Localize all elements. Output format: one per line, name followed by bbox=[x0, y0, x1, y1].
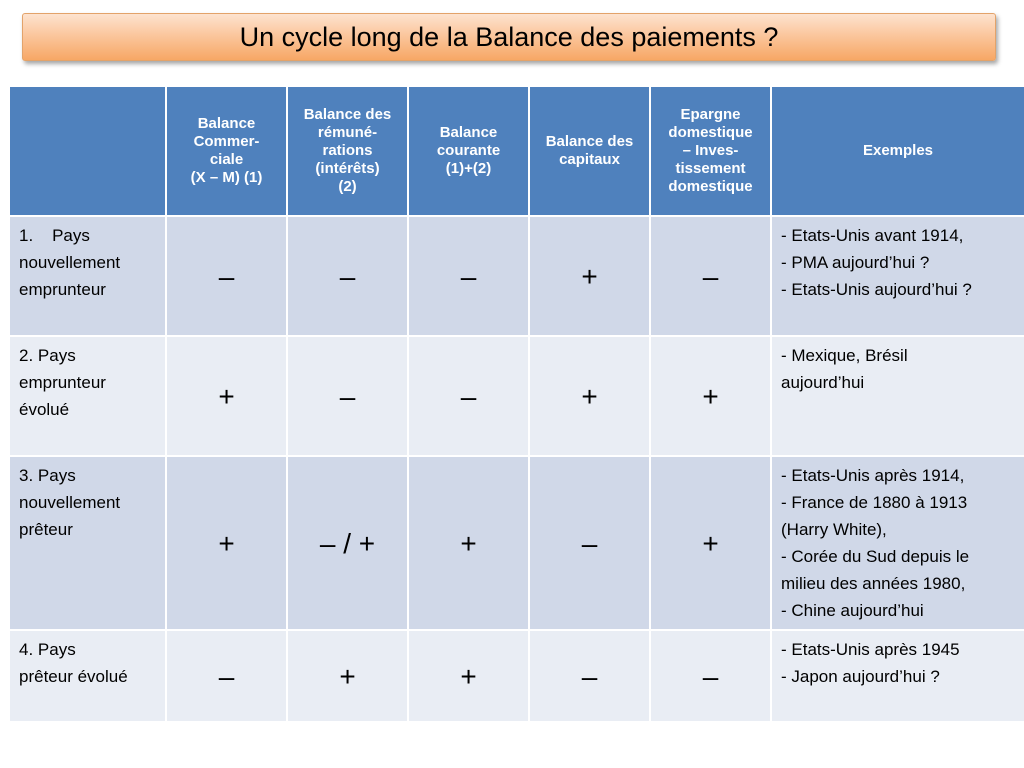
sign-cell: – bbox=[650, 630, 771, 722]
sign-cell: – bbox=[287, 336, 408, 456]
sign-cell: – bbox=[166, 630, 287, 722]
sign-cell: + bbox=[408, 456, 529, 630]
sign-cell: – bbox=[166, 216, 287, 336]
sign-cell: + bbox=[287, 630, 408, 722]
sign-cell: – bbox=[529, 630, 650, 722]
sign-cell: + bbox=[166, 456, 287, 630]
header-cell-epargne-investissement: Epargne domestique – Inves- tissement domestique bbox=[650, 86, 771, 216]
sign-cell: + bbox=[650, 456, 771, 630]
table-row bbox=[9, 216, 1024, 336]
sign-cell: + bbox=[408, 630, 529, 722]
table-row bbox=[9, 630, 1024, 722]
title-banner bbox=[22, 13, 996, 61]
examples-cell: - Etats-Unis après 1914, - France de 1880 à 1913 (Harry White), - Corée du Sud depuis le milieu des années 1980, - Chine aujourd’hui bbox=[771, 456, 1024, 630]
header-cell-balance-capitaux: Balance des capitaux bbox=[529, 86, 650, 216]
sign-cell: + bbox=[650, 336, 771, 456]
header-cell-balance-courante: Balance courante (1)+(2) bbox=[408, 86, 529, 216]
table-row bbox=[9, 456, 1024, 630]
sign-cell: + bbox=[529, 216, 650, 336]
sign-cell: – bbox=[287, 216, 408, 336]
sign-cell: – bbox=[408, 216, 529, 336]
row-label: 3. Pays nouvellement prêteur bbox=[9, 456, 166, 630]
header-cell-blank bbox=[9, 86, 166, 216]
sign-cell: + bbox=[529, 336, 650, 456]
sign-cell: – bbox=[408, 336, 529, 456]
sign-cell: – / + bbox=[287, 456, 408, 630]
header-cell-balance-commerciale: Balance Commer- ciale (X – M) (1) bbox=[166, 86, 287, 216]
header-cell-balance-remunerations: Balance des rémuné- rations (intérêts) (2) bbox=[287, 86, 408, 216]
slide-title: Un cycle long de la Balance des paiements ? bbox=[239, 21, 779, 52]
sign-cell: – bbox=[650, 216, 771, 336]
sign-cell: + bbox=[166, 336, 287, 456]
balance-table bbox=[8, 85, 1024, 723]
header-row bbox=[9, 86, 1024, 216]
examples-cell: - Etats-Unis après 1945 - Japon aujourd’hui ? bbox=[771, 630, 1024, 722]
table-row bbox=[9, 336, 1024, 456]
row-label: 2. Pays emprunteur évolué bbox=[9, 336, 166, 456]
examples-cell: - Mexique, Brésil aujourd’hui bbox=[771, 336, 1024, 456]
sign-cell: – bbox=[529, 456, 650, 630]
header-cell-exemples: Exemples bbox=[771, 86, 1024, 216]
row-label: 4. Pays prêteur évolué bbox=[9, 630, 166, 722]
row-label: 1. Pays nouvellement emprunteur bbox=[9, 216, 166, 336]
examples-cell: - Etats-Unis avant 1914, - PMA aujourd’hui ? - Etats-Unis aujourd’hui ? bbox=[771, 216, 1024, 336]
